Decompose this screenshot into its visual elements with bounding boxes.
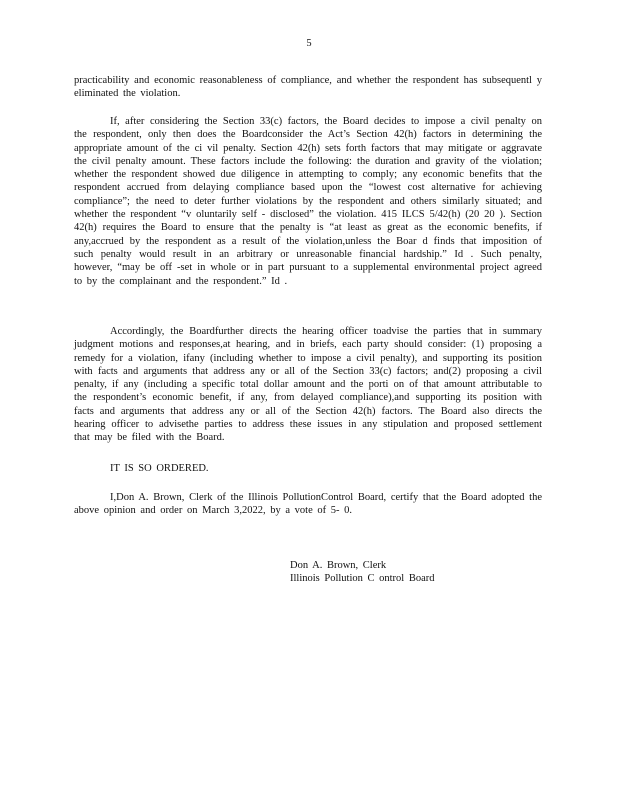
signature-name: Don A. Brown, Clerk (290, 560, 387, 571)
page-number: 5 (306, 38, 312, 49)
signature-organization: Illinois Pollution C ontrol Board (290, 573, 435, 585)
order-statement: IT IS SO ORDERED. (110, 463, 209, 474)
paragraph-continuation: practicability and economic reasonableness of compliance, and whether the respondent has subsequentl y eliminated the violation. (74, 75, 542, 100)
signature-block (290, 559, 435, 586)
paragraph-directions: Accordingly, the Boardfurther directs the hearing officer toadvise the parties that in summary judgment motions and responses,at hearing, and in briefs, each party should consider: (1) proposing a remedy for a violation, ifany (including whether to impose a civil penalty), and supporting its position with facts and arguments that address any or all of the Section 33(c) factors; and(2) proposing a civil penalty, if any (including a specific total dollar amount and the porti on of that amount attributable to the respondent’s economic benefit, if any, from delayed compliance),and supporting its position with facts and arguments that address any or all of the Section 42(h) factors. The Board also directs the hearing officer to advisethe parties to address these issues in any stipulation and proposed settlement that may be filed with the Board. (74, 326, 542, 444)
clerk-certification: I,Don A. Brown, Clerk of the Illinois PollutionControl Board, certify that the Board adopted the above opinion and order on March 3,2022, by a vote of 5- 0. (74, 492, 542, 517)
paragraph-penalty-factors: If, after considering the Section 33(c) factors, the Board decides to impose a civil penalty on the respondent, only then does the Boardconsider the Act’s Section 42(h) factors in determining the appropriate amount of the ci vil penalty. Section 42(h) sets forth factors that may mitigate or aggravate the civil penalty amount. These factors include the following: the duration and gravity of the violation; whether the respondent showed due diligence in attempting to comply; any economic benefits that the respondent accrued from delaying compliance based upon the “lowest cost alternative for achieving compliance”; the need to deter further violations by the respondent and others similarly situated; and whether the respondent “v oluntarily self - disclosed” the violation. 415 ILCS 5/42(h) (20 20 ). Section 42(h) requires the Board to ensure that the penalty is “at least as great as the economic benefits, if any,accrued by the respondent as a result of the violation,unless the Boar d finds that imposition of such penalty would result in an arbitrary or unreasonable financial hardship.” Id . Such penalty, however, “may be off -set in whole or in part pursuant to a supplemental environmental project agreed to by the complainant and the respondent.” Id . (74, 116, 542, 287)
